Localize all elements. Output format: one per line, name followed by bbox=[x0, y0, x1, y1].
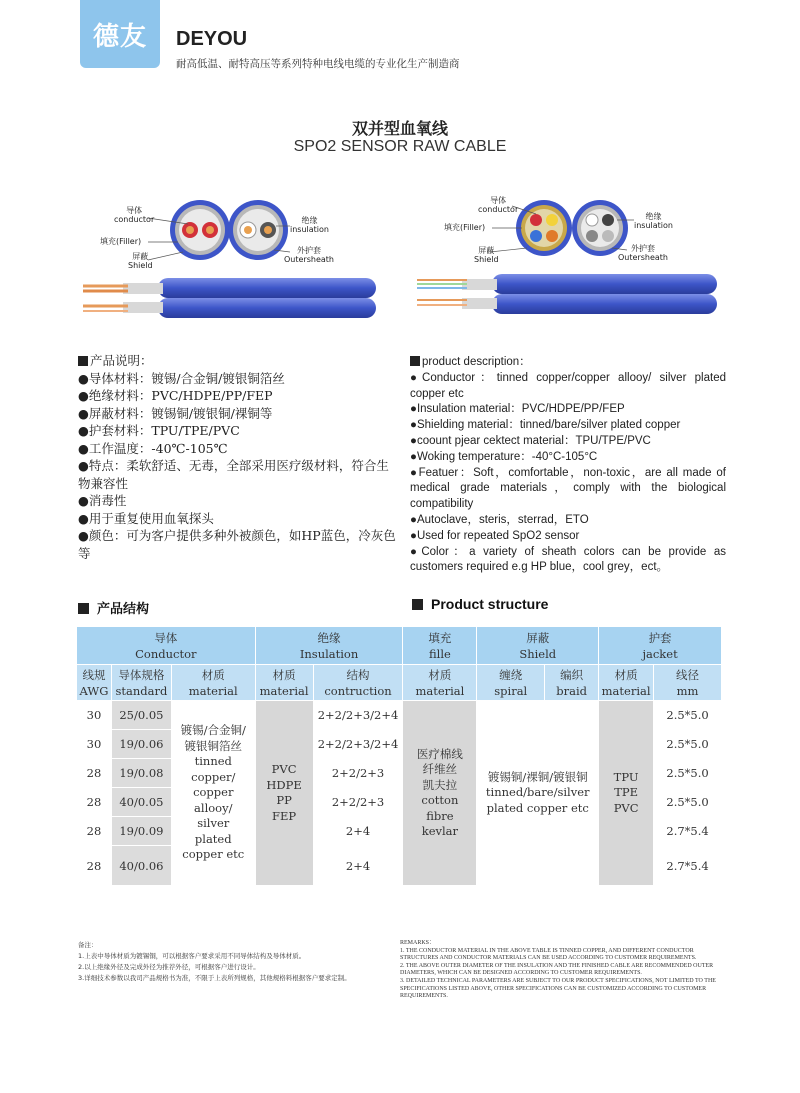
header-jacket: 护套 jacket bbox=[599, 627, 722, 665]
page-title-en: SPO2 SENSOR RAW CABLE bbox=[293, 138, 507, 155]
description-cn-item: ●消毒性 bbox=[78, 493, 127, 508]
cell-awg: 28 bbox=[77, 846, 112, 886]
description-cn-item: ●导体材料：镀锡/合金铜/镀银铜箔丝 bbox=[78, 370, 285, 386]
description-en-item: ●Used for repeated SpO2 sensor bbox=[410, 529, 580, 542]
subheader-jacket-material: 材质 material bbox=[599, 665, 654, 701]
subheader-braid: 编织 braid bbox=[545, 665, 599, 701]
cell-contruction: 2+2/2+3 bbox=[313, 788, 403, 817]
cell-jacket-material: TPU TPE PVC bbox=[599, 701, 654, 886]
header-conductor: 导体 Conductor bbox=[77, 627, 256, 665]
cell-contruction: 2+2/2+3/2+4 bbox=[313, 701, 403, 730]
subheader-cond-material: 材质 material bbox=[171, 665, 255, 701]
brand-tagline: 耐高低温、耐特高压等系列特种电线电缆的专业化生产制造商 bbox=[176, 58, 460, 70]
structure-table bbox=[76, 626, 722, 886]
cell-od: 2.7*5.4 bbox=[654, 817, 722, 846]
description-en-item: ●Insulation material：PVC/HDPE/PP/FEP bbox=[410, 403, 625, 416]
cell-contruction: 2+2/2+3 bbox=[313, 759, 403, 788]
sheath-label-2: 外护套 Outersheath bbox=[618, 244, 668, 262]
subheader-ins-material: 材质 material bbox=[255, 665, 313, 701]
description-cn-item: ●用于重复使用血氧探头 bbox=[78, 510, 214, 526]
insulation-label: 绝缘 insulation bbox=[290, 216, 329, 234]
subheader-spiral: 缠绕 spiral bbox=[477, 665, 545, 701]
cell-od: 2.5*5.0 bbox=[654, 701, 722, 730]
remarks-en bbox=[400, 940, 726, 1001]
remarks-en-title: REMARKS： bbox=[400, 940, 436, 946]
remarks-cn-line: 1.上表中导体材质为镀锡铜，可以根据客户要求采用不同导体结构及导体材质。 bbox=[78, 952, 306, 960]
subheader-standard: 导体规格 standard bbox=[111, 665, 171, 701]
cell-standard: 25/0.05 bbox=[111, 701, 171, 730]
remarks-en-line: 2. THE ABOVE OUTER DIAMETER OF THE INSULATION AND THE FINISHED CABLE ARE RECOMMENDED OUTER DIAMETERS, WHICH CAN BE DESIGNED ACCORDING TO CUSTOMER REQUIREMENTS. bbox=[400, 962, 714, 977]
remarks-cn bbox=[78, 940, 396, 984]
subheader-contruction: 结构 contruction bbox=[313, 665, 403, 701]
cell-awg: 30 bbox=[77, 730, 112, 759]
description-cn-item: ●工作温度：-40℃-105℃ bbox=[78, 440, 228, 456]
remarks-en-line: 1. THE CONDUCTOR MATERIAL IN THE ABOVE TABLE IS TINNED COPPER, AND DIFFERENT CONDUCTOR STRUCTURES AND CONDUCTOR MATERIALS CAN BE USED ACCORDING TO CUSTOMER REQUIREMENTS. bbox=[400, 947, 697, 962]
description-cn-heading: 产品说明： bbox=[78, 352, 398, 370]
description-cn-item: ●绝缘材料：PVC/HDPE/PP/FEP bbox=[78, 388, 273, 403]
section-title-en: Product structure bbox=[412, 596, 548, 612]
description-cn bbox=[78, 352, 398, 562]
cell-contruction: 2+4 bbox=[313, 846, 403, 886]
insulation-label-2: 绝缘 insulation bbox=[634, 212, 673, 230]
section-title-cn: 产品结构 bbox=[78, 598, 149, 617]
description-en-item: ●Shielding material：tinned/bare/silver plated copper bbox=[410, 419, 681, 432]
cell-standard: 19/0.06 bbox=[111, 730, 171, 759]
remarks-cn-line: 2.以上绝缘外径及完成外径为推荐外径，可根据客户进行设计。 bbox=[78, 963, 260, 971]
cell-awg: 28 bbox=[77, 759, 112, 788]
brand-name: DEYOU bbox=[176, 28, 248, 50]
remarks-cn-line: 3.详细技术参数以我司产品规格书为准，不限于上表所列规格，其他规格料根据客户要求定制。 bbox=[78, 974, 351, 982]
shield-label-2: 屏蔽 Shield bbox=[474, 246, 499, 264]
cell-cond-material: 镀锡/合金铜/ 镀银铜箔丝 tinned copper/ copper allooy/ silver plated copper etc bbox=[171, 701, 255, 886]
cell-od: 2.7*5.4 bbox=[654, 846, 722, 886]
cell-ins-material: PVC HDPE PP FEP bbox=[255, 701, 313, 886]
description-en-item: ●Conductor：tinned copper/copper allooy/ silver plated copper etc bbox=[410, 371, 726, 400]
filler-label: 填充(Filler) bbox=[100, 237, 142, 246]
cell-awg: 28 bbox=[77, 788, 112, 817]
table-row bbox=[77, 701, 722, 730]
description-en-heading: product description： bbox=[410, 355, 726, 371]
cable-diagram-4core bbox=[412, 190, 722, 330]
description-cn-item: ●护套材料：TPU/TPE/PVC bbox=[78, 423, 240, 438]
cable-diagram-2core bbox=[78, 190, 378, 330]
description-en-item: ●Featuer：Soft，comfortable，non-toxic，are all made of medical grade materials，comply with the biological compatibility bbox=[410, 466, 726, 511]
page-title-cn: 双并型血氧线 bbox=[351, 119, 448, 138]
cell-od: 2.5*5.0 bbox=[654, 788, 722, 817]
description-cn-item: ●颜色：可为客户提供多种外被颜色，如HP蓝色，冷灰色等 bbox=[78, 528, 396, 561]
conductor-label: 导体 conductor bbox=[114, 206, 155, 224]
description-en-item: ●Autoclave，steris，sterrad，ETO bbox=[410, 513, 589, 526]
subheader-awg: 线规 AWG bbox=[77, 665, 112, 701]
filler-label-2: 填充(Filler) bbox=[444, 223, 486, 232]
logo-text: 德友 bbox=[92, 21, 147, 52]
cell-shield: 镀锡铜/裸铜/镀银铜 tinned/bare/silver plated copper etc bbox=[477, 701, 599, 886]
remarks-en-line: 3. DETAILED TECHNICAL PARAMETERS ARE SUBJECT TO OUR PRODUCT SPECIFICATIONS, NOT LIMITED TO THE SPECIFICATIONS LISTED ABOVE, OTHER SPECIFICATIONS CAN BE CUSTOMIZED ACCORDING TO CUSTOMER REQUIREMENTS. bbox=[400, 977, 716, 1000]
cell-standard: 19/0.09 bbox=[111, 817, 171, 846]
cell-awg: 30 bbox=[77, 701, 112, 730]
description-en-item: ●coount pjear cektect material：TPU/TPE/PVC bbox=[410, 434, 651, 447]
sheath-label: 外护套 Outersheath bbox=[284, 246, 334, 264]
cell-contruction: 2+4 bbox=[313, 817, 403, 846]
subheader-od: 线径 mm bbox=[654, 665, 722, 701]
cell-fill-material: 医疗棉线 纤维丝 凯夫拉 cotton fibre kevlar bbox=[403, 701, 477, 886]
cell-standard: 19/0.08 bbox=[111, 759, 171, 788]
cell-od: 2.5*5.0 bbox=[654, 730, 722, 759]
description-en bbox=[410, 355, 726, 576]
cell-standard: 40/0.06 bbox=[111, 846, 171, 886]
logo bbox=[80, 0, 160, 68]
header-shield: 屏蔽 Shield bbox=[477, 627, 599, 665]
cell-contruction: 2+2/2+3/2+4 bbox=[313, 730, 403, 759]
cell-standard: 40/0.05 bbox=[111, 788, 171, 817]
conductor-label-2: 导体 conductor bbox=[478, 196, 519, 214]
description-en-item: ●Color：a variety of sheath colors can be provide as customers required e.g HP blue，cool grey，ect。 bbox=[410, 545, 726, 574]
shield-label: 屏蔽 Shield bbox=[128, 252, 153, 270]
header-filler: 填充 fille bbox=[403, 627, 477, 665]
description-en-item: ●Woking temperature：-40°C-105°C bbox=[410, 450, 598, 463]
description-cn-item: ●屏蔽材料：镀锡铜/镀银铜/裸铜等 bbox=[78, 405, 273, 421]
remarks-cn-title: 备注： bbox=[78, 941, 98, 949]
cell-od: 2.5*5.0 bbox=[654, 759, 722, 788]
description-cn-item: ●特点：柔软舒适、无毒，全部采用医疗级材料，符合生物兼容性 bbox=[78, 458, 389, 491]
subheader-fill-material: 材质 material bbox=[403, 665, 477, 701]
cell-awg: 28 bbox=[77, 817, 112, 846]
header-insulation: 绝缘 Insulation bbox=[255, 627, 403, 665]
